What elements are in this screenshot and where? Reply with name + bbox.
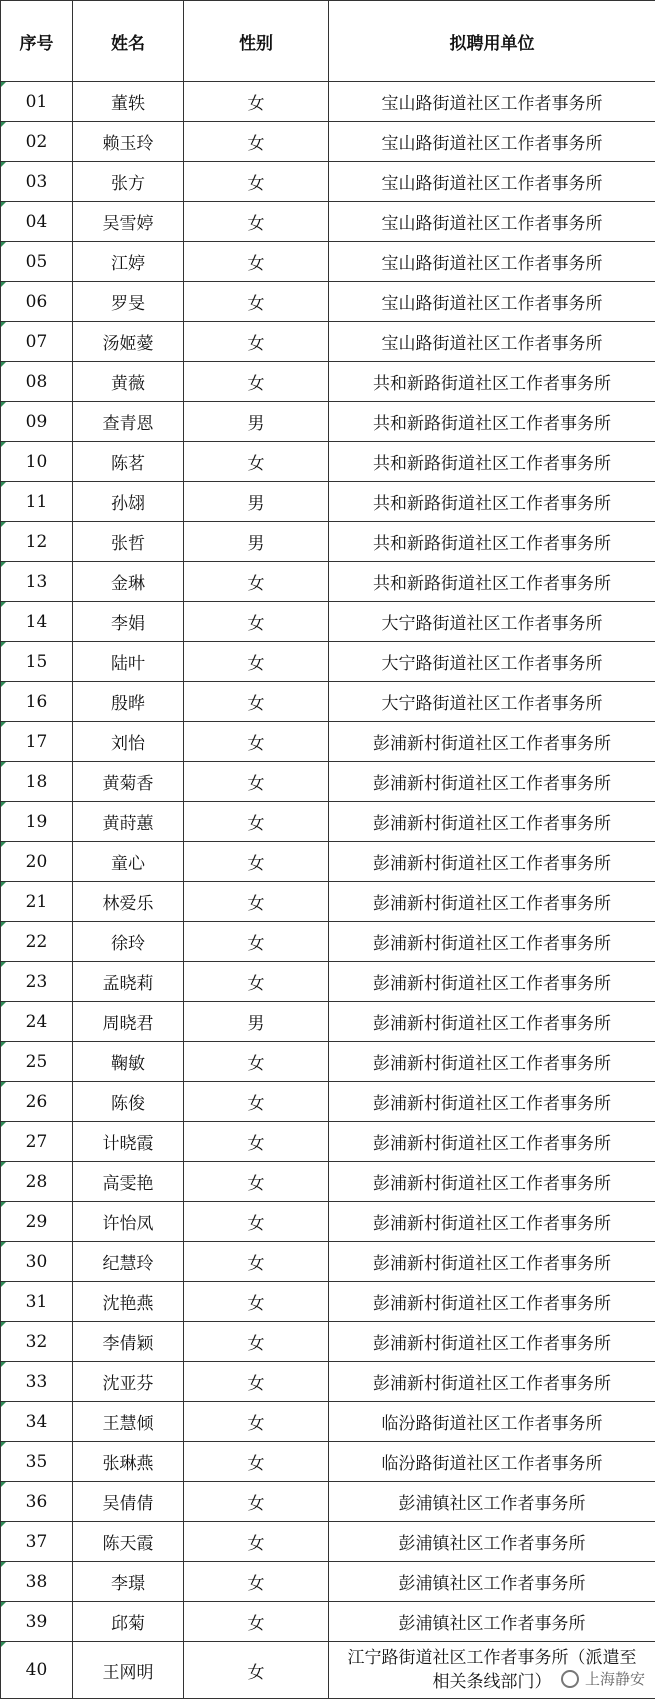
row-unit: 彭浦新村街道社区工作者事务所: [329, 1082, 655, 1122]
row-gender: 女: [184, 722, 329, 762]
table-row: [1, 122, 655, 162]
row-name: 张哲: [73, 522, 184, 562]
row-gender: 女: [184, 682, 329, 722]
row-unit: 彭浦新村街道社区工作者事务所: [329, 1322, 655, 1362]
row-unit: 宝山路街道社区工作者事务所: [329, 322, 655, 362]
row-gender: 女: [184, 1322, 329, 1362]
row-gender: 女: [184, 202, 329, 242]
row-index: 20: [1, 842, 73, 882]
row-name: 陆叶: [73, 642, 184, 682]
row-unit: 彭浦新村街道社区工作者事务所: [329, 762, 655, 802]
row-index: 34: [1, 1402, 73, 1442]
row-gender: 女: [184, 1242, 329, 1282]
row-unit: 彭浦新村街道社区工作者事务所: [329, 1122, 655, 1162]
row-gender: 女: [184, 1362, 329, 1402]
row-unit: 宝山路街道社区工作者事务所: [329, 162, 655, 202]
table-row: [1, 282, 655, 322]
table-row: [1, 1522, 655, 1562]
row-index: 37: [1, 1522, 73, 1562]
row-gender: 女: [184, 562, 329, 602]
row-unit: 彭浦新村街道社区工作者事务所: [329, 842, 655, 882]
table-row: [1, 842, 655, 882]
row-gender: 女: [184, 1442, 329, 1482]
row-name: 鞠敏: [73, 1042, 184, 1082]
row-index: 18: [1, 762, 73, 802]
row-gender: 女: [184, 1202, 329, 1242]
row-index: 32: [1, 1322, 73, 1362]
row-name: 吴倩倩: [73, 1482, 184, 1522]
row-unit: 共和新路街道社区工作者事务所: [329, 402, 655, 442]
row-name: 王网明: [73, 1642, 184, 1699]
table-row: [1, 1162, 655, 1202]
row-name: 孟晓莉: [73, 962, 184, 1002]
row-index: 31: [1, 1282, 73, 1322]
row-index: 26: [1, 1082, 73, 1122]
row-gender: 女: [184, 1482, 329, 1522]
table-row: [1, 642, 655, 682]
row-name: 邱菊: [73, 1602, 184, 1642]
row-gender: 女: [184, 442, 329, 482]
row-index: 07: [1, 322, 73, 362]
row-name: 陈茗: [73, 442, 184, 482]
row-gender: 女: [184, 242, 329, 282]
table-row: [1, 602, 655, 642]
table-row: [1, 162, 655, 202]
table-row: [1, 202, 655, 242]
table-row: [1, 1442, 655, 1482]
row-index: 06: [1, 282, 73, 322]
row-gender: 女: [184, 962, 329, 1002]
row-gender: 女: [184, 1282, 329, 1322]
row-index: 25: [1, 1042, 73, 1082]
row-index: 22: [1, 922, 73, 962]
row-gender: 女: [184, 1642, 329, 1699]
row-name: 董轶: [73, 82, 184, 122]
row-gender: 女: [184, 1522, 329, 1562]
table-header-row: [1, 1, 655, 82]
row-name: 黄薇: [73, 362, 184, 402]
row-index: 21: [1, 882, 73, 922]
row-name: 徐玲: [73, 922, 184, 962]
table-row: [1, 322, 655, 362]
row-index: 28: [1, 1162, 73, 1202]
table-row: [1, 1562, 655, 1602]
row-gender: 女: [184, 1082, 329, 1122]
row-unit: 共和新路街道社区工作者事务所: [329, 442, 655, 482]
row-gender: 女: [184, 642, 329, 682]
row-name: 殷晔: [73, 682, 184, 722]
row-index: 15: [1, 642, 73, 682]
row-gender: 女: [184, 122, 329, 162]
row-gender: 女: [184, 882, 329, 922]
row-index: 11: [1, 482, 73, 522]
row-gender: 男: [184, 402, 329, 442]
row-index: 40: [1, 1642, 73, 1699]
row-index: 03: [1, 162, 73, 202]
row-gender: 女: [184, 1602, 329, 1642]
row-name: 陈俊: [73, 1082, 184, 1122]
row-name: 张方: [73, 162, 184, 202]
row-name: 李娟: [73, 602, 184, 642]
row-gender: 女: [184, 602, 329, 642]
row-index: 39: [1, 1602, 73, 1642]
row-unit: 共和新路街道社区工作者事务所: [329, 522, 655, 562]
table-row: [1, 802, 655, 842]
table-row: [1, 1042, 655, 1082]
row-name: 李璟: [73, 1562, 184, 1602]
row-unit: 彭浦镇社区工作者事务所: [329, 1562, 655, 1602]
header-name: 姓名: [73, 1, 184, 82]
row-gender: 女: [184, 162, 329, 202]
row-index: 23: [1, 962, 73, 1002]
row-index: 02: [1, 122, 73, 162]
row-index: 17: [1, 722, 73, 762]
row-gender: 女: [184, 762, 329, 802]
row-unit: 彭浦新村街道社区工作者事务所: [329, 882, 655, 922]
row-unit: 彭浦新村街道社区工作者事务所: [329, 962, 655, 1002]
table-row: [1, 722, 655, 762]
table-row: [1, 1482, 655, 1522]
row-index: 16: [1, 682, 73, 722]
row-unit: 彭浦镇社区工作者事务所: [329, 1482, 655, 1522]
row-unit: 大宁路街道社区工作者事务所: [329, 682, 655, 722]
table-row: [1, 682, 655, 722]
row-name: 江婷: [73, 242, 184, 282]
row-unit: 彭浦新村街道社区工作者事务所: [329, 1042, 655, 1082]
row-unit: 彭浦新村街道社区工作者事务所: [329, 1162, 655, 1202]
row-gender: 女: [184, 802, 329, 842]
table-row: [1, 402, 655, 442]
table-row: [1, 1322, 655, 1362]
row-unit: 彭浦新村街道社区工作者事务所: [329, 1242, 655, 1282]
row-name: 纪慧玲: [73, 1242, 184, 1282]
row-index: 36: [1, 1482, 73, 1522]
row-gender: 女: [184, 1042, 329, 1082]
row-gender: 男: [184, 522, 329, 562]
row-unit: 宝山路街道社区工作者事务所: [329, 122, 655, 162]
row-unit: 临汾路街道社区工作者事务所: [329, 1402, 655, 1442]
row-index: 08: [1, 362, 73, 402]
table-row: [1, 962, 655, 1002]
row-unit: 彭浦新村街道社区工作者事务所: [329, 1002, 655, 1042]
row-name: 高雯艳: [73, 1162, 184, 1202]
row-unit: 彭浦镇社区工作者事务所: [329, 1602, 655, 1642]
row-name: 周晓君: [73, 1002, 184, 1042]
row-unit: 共和新路街道社区工作者事务所: [329, 562, 655, 602]
row-gender: 男: [184, 482, 329, 522]
table-row: [1, 1122, 655, 1162]
watermark-text: 上海静安: [584, 1670, 645, 1688]
header-gender: 性别: [184, 1, 329, 82]
row-name: 刘怡: [73, 722, 184, 762]
table-row: [1, 1282, 655, 1322]
row-name: 汤姬薆: [73, 322, 184, 362]
wechat-channel-icon: [561, 1670, 579, 1688]
row-index: 10: [1, 442, 73, 482]
row-name: 李倩颖: [73, 1322, 184, 1362]
row-index: 33: [1, 1362, 73, 1402]
row-index: 12: [1, 522, 73, 562]
row-index: 27: [1, 1122, 73, 1162]
row-gender: 女: [184, 282, 329, 322]
row-gender: 女: [184, 1402, 329, 1442]
table-row: [1, 1002, 655, 1042]
table-row: [1, 762, 655, 802]
row-unit: 宝山路街道社区工作者事务所: [329, 282, 655, 322]
row-index: 35: [1, 1442, 73, 1482]
row-unit: 宝山路街道社区工作者事务所: [329, 82, 655, 122]
row-gender: 女: [184, 362, 329, 402]
table-row: [1, 1082, 655, 1122]
row-index: 24: [1, 1002, 73, 1042]
header-unit: 拟聘用单位: [329, 1, 655, 82]
table-row: [1, 922, 655, 962]
row-name: 张琳燕: [73, 1442, 184, 1482]
row-unit: 彭浦新村街道社区工作者事务所: [329, 802, 655, 842]
row-index: 19: [1, 802, 73, 842]
table-row: [1, 522, 655, 562]
row-unit: 临汾路街道社区工作者事务所: [329, 1442, 655, 1482]
row-unit: 彭浦镇社区工作者事务所: [329, 1522, 655, 1562]
row-unit: 彭浦新村街道社区工作者事务所: [329, 722, 655, 762]
row-unit: 宝山路街道社区工作者事务所: [329, 242, 655, 282]
row-unit: 彭浦新村街道社区工作者事务所: [329, 1282, 655, 1322]
row-index: 01: [1, 82, 73, 122]
row-gender: 女: [184, 922, 329, 962]
table-row: [1, 442, 655, 482]
row-name: 罗旻: [73, 282, 184, 322]
row-name: 赖玉玲: [73, 122, 184, 162]
table-row: [1, 1602, 655, 1642]
row-gender: 女: [184, 82, 329, 122]
row-name: 沈亚芬: [73, 1362, 184, 1402]
row-name: 黄莳蕙: [73, 802, 184, 842]
row-name: 孙翃: [73, 482, 184, 522]
row-index: 14: [1, 602, 73, 642]
row-name: 王慧倾: [73, 1402, 184, 1442]
table-row: [1, 1642, 655, 1699]
row-name: 查青恩: [73, 402, 184, 442]
row-unit: 江宁路街道社区工作者事务所（派遣至相关条线部门）: [329, 1642, 655, 1699]
row-gender: 女: [184, 1162, 329, 1202]
row-unit: 共和新路街道社区工作者事务所: [329, 482, 655, 522]
row-name: 黄菊香: [73, 762, 184, 802]
row-unit: 大宁路街道社区工作者事务所: [329, 602, 655, 642]
row-unit: 大宁路街道社区工作者事务所: [329, 642, 655, 682]
table-row: [1, 1202, 655, 1242]
table-row: [1, 82, 655, 122]
header-index: 序号: [1, 1, 73, 82]
table-row: [1, 1242, 655, 1282]
row-name: 吴雪婷: [73, 202, 184, 242]
row-index: 05: [1, 242, 73, 282]
table-row: [1, 882, 655, 922]
row-index: 38: [1, 1562, 73, 1602]
row-index: 13: [1, 562, 73, 602]
row-unit: 彭浦新村街道社区工作者事务所: [329, 922, 655, 962]
row-index: 30: [1, 1242, 73, 1282]
row-name: 沈艳燕: [73, 1282, 184, 1322]
row-unit: 彭浦新村街道社区工作者事务所: [329, 1362, 655, 1402]
row-name: 陈天霞: [73, 1522, 184, 1562]
row-gender: 女: [184, 1562, 329, 1602]
row-name: 童心: [73, 842, 184, 882]
row-name: 许怡凤: [73, 1202, 184, 1242]
table-row: [1, 242, 655, 282]
row-unit: 宝山路街道社区工作者事务所: [329, 202, 655, 242]
table-row: [1, 482, 655, 522]
table-row: [1, 1402, 655, 1442]
row-gender: 女: [184, 842, 329, 882]
row-unit: 彭浦新村街道社区工作者事务所: [329, 1202, 655, 1242]
row-name: 金琳: [73, 562, 184, 602]
row-index: 09: [1, 402, 73, 442]
table-row: [1, 562, 655, 602]
row-index: 29: [1, 1202, 73, 1242]
watermark: [561, 1668, 645, 1689]
row-gender: 女: [184, 322, 329, 362]
row-gender: 女: [184, 1122, 329, 1162]
row-name: 林爱乐: [73, 882, 184, 922]
row-unit: 共和新路街道社区工作者事务所: [329, 362, 655, 402]
row-index: 04: [1, 202, 73, 242]
row-name: 计晓霞: [73, 1122, 184, 1162]
table-row: [1, 1362, 655, 1402]
table-row: [1, 362, 655, 402]
row-gender: 男: [184, 1002, 329, 1042]
